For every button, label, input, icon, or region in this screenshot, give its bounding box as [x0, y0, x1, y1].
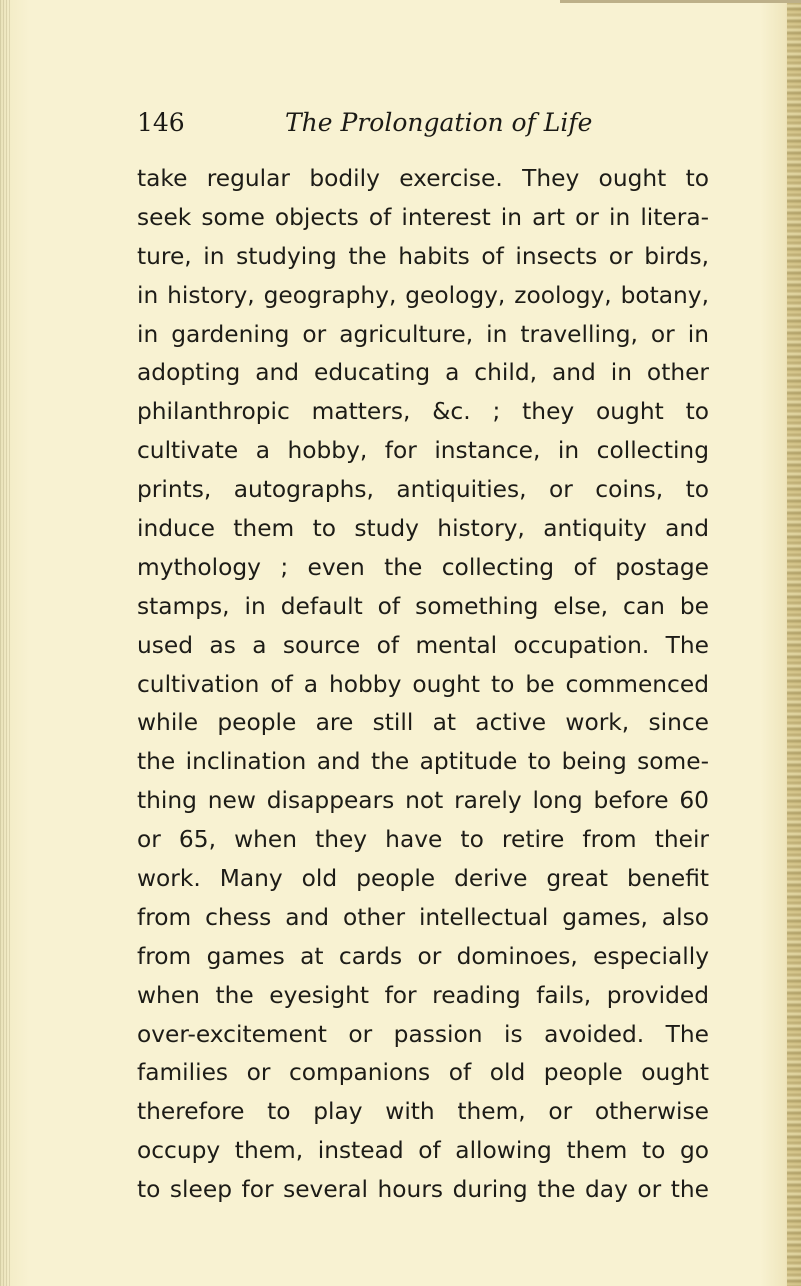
text-line: to sleep for several hours during the day or the: [137, 1176, 709, 1204]
page-gutter: [0, 0, 12, 1286]
text-line: therefore to play with them, or otherwise: [137, 1098, 709, 1126]
page-number: 146: [137, 108, 185, 137]
text-line: used as a source of mental occupation. The: [137, 631, 709, 659]
text-line: the inclination and the aptitude to being some-: [137, 748, 709, 776]
text-line: mythology ; even the collecting of postage: [137, 553, 709, 581]
text-line: philanthropic matters, &c. ; they ought to: [137, 398, 709, 426]
running-title: The Prolongation of Life: [285, 108, 593, 137]
text-line: or 65, when they have to retire from their: [137, 826, 709, 854]
text-line: ture, in studying the habits of insects or birds,: [137, 242, 709, 270]
page-edge: [787, 0, 801, 1286]
text-line: adopting and educating a child, and in other: [137, 359, 709, 387]
text-line: seek some objects of interest in art or in litera-: [137, 203, 709, 231]
text-line: cultivate a hobby, for instance, in collecting: [137, 437, 709, 465]
text-line: when the eyesight for reading fails, provided: [137, 981, 709, 1009]
text-line: occupy them, instead of allowing them to go: [137, 1137, 709, 1165]
text-line: stamps, in default of something else, can be: [137, 592, 709, 620]
text-line: in gardening or agriculture, in travelling, or in: [137, 320, 709, 348]
text-line: families or companions of old people ought: [137, 1059, 709, 1087]
text-line: over-excitement or passion is avoided. The: [137, 1020, 709, 1048]
text-line: prints, autographs, antiquities, or coins, to: [137, 476, 709, 504]
text-line: from chess and other intellectual games, also: [137, 903, 709, 931]
text-line: in history, geography, geology, zoology, botany,: [137, 281, 709, 309]
text-line: from games at cards or dominoes, especially: [137, 942, 709, 970]
running-head: [0, 108, 801, 148]
text-line: thing new disappears not rarely long before 60: [137, 787, 709, 815]
text-line: work. Many old people derive great benefit: [137, 865, 709, 893]
text-line: induce them to study history, antiquity and: [137, 515, 709, 543]
body-text: [137, 160, 709, 1210]
text-line: take regular bodily exercise. They ought to: [137, 165, 709, 192]
text-line: cultivation of a hobby ought to be commenced: [137, 670, 709, 698]
text-line: while people are still at active work, since: [137, 709, 709, 737]
top-edge-rule: [560, 0, 801, 3]
